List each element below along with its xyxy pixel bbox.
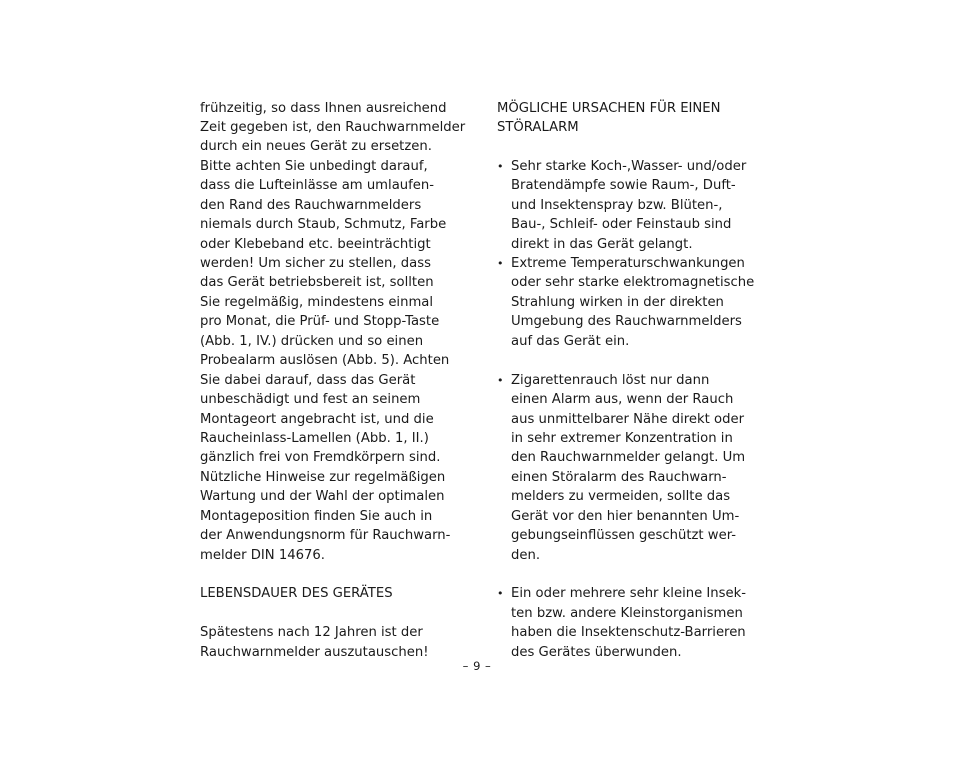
text-line: oder sehr starke elektromagnetische [511,275,755,291]
text-line: des Gerätes überwunden. [511,644,682,660]
text-line: das Gerät betriebsbereit ist, sollten [200,275,434,291]
text-line: Rauchwarnmelder auszutauschen! [200,644,429,660]
text-line: in sehr extremer Konzentration in [511,430,733,446]
text-line: Montageort angebracht ist, und die [200,411,434,427]
text-line: Ein oder mehrere sehr kleine Insek- [511,586,747,602]
spacer [497,351,772,370]
spacer [497,137,772,156]
text-line: aus unmittelbarer Nähe direkt oder [511,411,745,427]
right-column [497,99,772,663]
bullet-icon: • [497,159,504,173]
text-line: Extreme Temperaturschwankungen [511,256,745,271]
text-line: niemals durch Staub, Schmutz, Farbe [200,217,447,233]
text-line: Sie regelmäßig, mindestens einmal [200,294,434,310]
text-line: Probealarm auslösen (Abb. 5). Achten [200,353,450,369]
spacer [497,565,772,584]
text-line: gebungseinflüssen geschützt wer- [511,528,737,544]
page-number: – 9 – [462,659,492,673]
text-line: durch ein neues Gerät zu ersetzen. [200,139,432,155]
spacer [200,604,475,623]
text-line: Zeit gegeben ist, den Rauchwarnmelder [200,119,466,135]
text-line: pro Monat, die Prüf- und Stopp-Taste [200,314,440,330]
text-line: Raucheinlass-Lamellen (Abb. 1, II.) [200,430,429,446]
left-column [200,99,475,663]
heading-line: STÖRALARM [497,119,579,135]
text-line: Sehr starke Koch-,Wasser- und/oder [511,158,747,174]
text-line: Wartung und der Wahl der optimalen [200,489,445,505]
bullet-icon: • [497,257,504,270]
list-item [497,157,772,254]
text-line: haben die Insektenschutz-Barrieren [511,625,746,641]
text-line: einen Alarm aus, wenn der Rauch [511,392,734,408]
text-line: Zigarettenrauch löst nur dann [511,372,710,388]
text-line: und Insektenspray bzw. Blüten-, [511,197,723,213]
list-item [497,371,772,565]
text-line: der Anwendungsnorm für Rauchwarn- [200,528,451,544]
text-line: Strahlung wirken in der direkten [511,294,724,310]
text-line: auf das Gerät ein. [511,333,630,349]
list-item [497,584,772,662]
text-line: gänzlich frei von Fremdkörpern sind. [200,450,441,466]
text-line: unbeschädigt und fest an seinem [200,392,421,408]
bullet-icon: • [497,373,504,387]
text-line: Sie dabei darauf, dass das Gerät [200,372,416,388]
text-line: Montageposition finden Sie auch in [200,508,433,524]
heading-line: MÖGLICHE URSACHEN FÜR EINEN [497,100,721,116]
text-line: Gerät vor den hier benannten Um- [511,508,740,524]
text-line: Bitte achten Sie unbedingt darauf, [200,158,428,174]
text-line: ten bzw. andere Kleinstorganismen [511,605,743,621]
text-line: melders zu vermeiden, sollte das [511,489,731,505]
text-line: Spätestens nach 12 Jahren ist der [200,625,423,641]
text-line: frühzeitig, so dass Ihnen ausreichend [200,100,447,116]
text-line: Bau-, Schleif- oder Feinstaub sind [511,217,732,233]
text-line: oder Klebeband etc. beeinträchtigt [200,236,431,252]
text-line: (Abb. 1, IV.) drücken und so einen [200,333,424,349]
text-line: direkt in das Gerät gelangt. [511,236,693,252]
text-line: Umgebung des Rauchwarnmelders [511,314,742,330]
text-line: den Rauchwarnmelder gelangt. Um [511,450,746,466]
bullet-icon: • [497,587,504,601]
section-heading-lifespan: LEBENSDAUER DES GERÄTES [200,586,393,602]
spacer [200,565,475,584]
text-line: Bratendämpfe sowie Raum-, Duft- [511,178,736,194]
section-heading-false-alarm [497,99,772,138]
maintenance-paragraph [200,99,475,566]
text-line: dass die Lufteinlässe am umlaufen- [200,178,435,194]
text-line: den. [511,547,541,563]
text-line: den Rand des Rauchwarnmelders [200,197,422,213]
text-line: werden! Um sicher zu stellen, dass [200,256,431,271]
text-line: einen Störalarm des Rauchwarn- [511,469,727,485]
text-line: melder DIN 14676. [200,547,325,563]
list-item [497,254,772,351]
text-line: Nützliche Hinweise zur regelmäßigen [200,469,446,485]
